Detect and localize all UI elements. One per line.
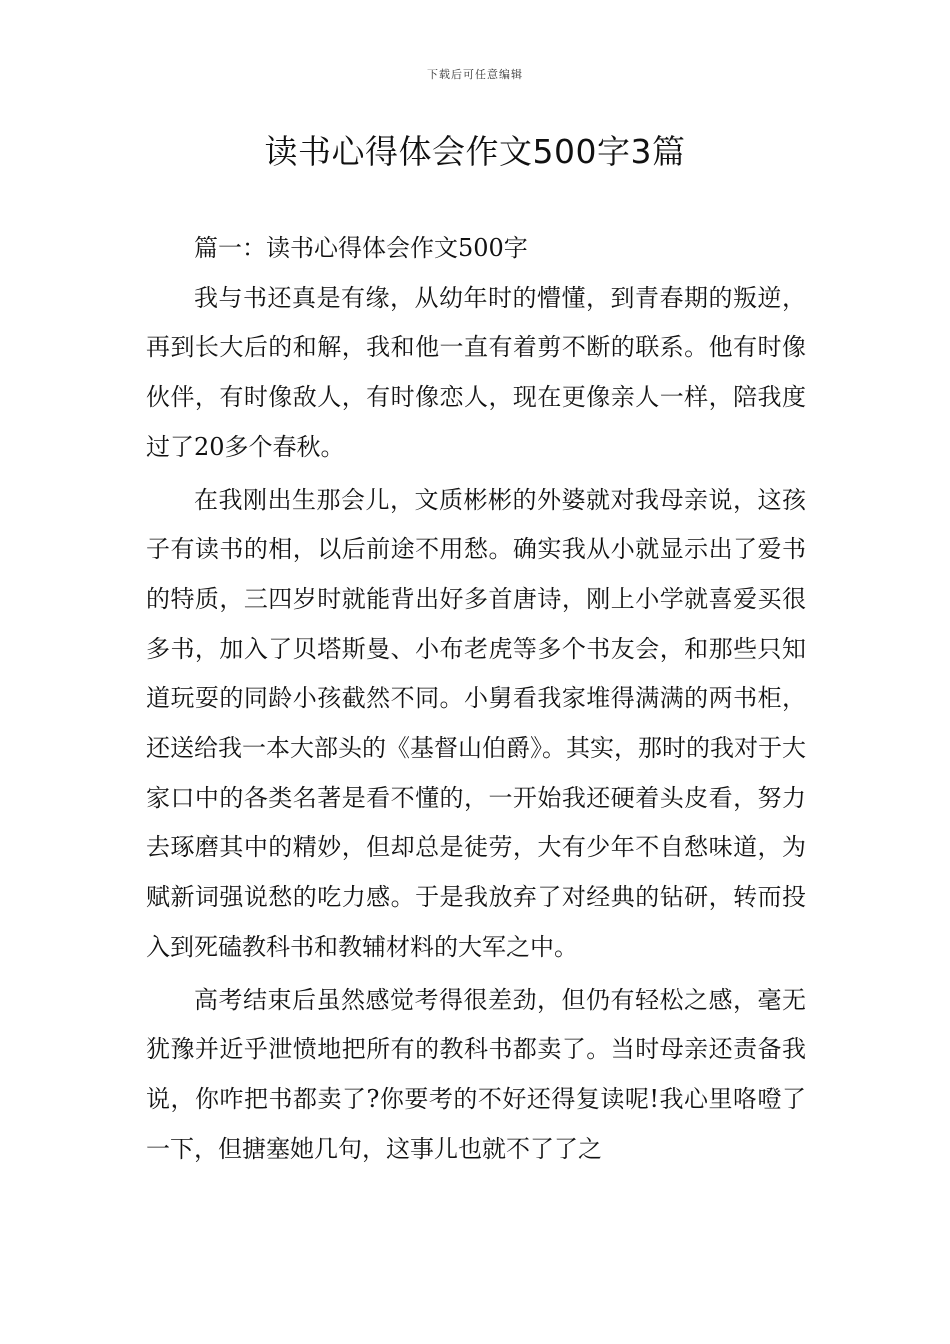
header-note: 下载后可任意编辑 [427,68,523,81]
paragraph: 在我刚出生那会儿，文质彬彬的外婆就对我母亲说，这孩子有读书的相，以后前途不用愁。确实我从小就显示出了爱书的特质，三四岁时就能背出好多首唐诗，刚上小学就喜爱买很多书，加入了贝塔斯曼、小布老虎等多个书友会，和那些只知道玩耍的同龄小孩截然不同。小舅看我家堆得满满的两书柜，还送给我一本大部头的《基督山伯爵》。其实，那时的我对于大家口中的各类名著是看不懂的，一开始我还硬着头皮看，努力去琢磨其中的精妙，但却总是徒劳，大有少年不自愁味道，为赋新词强说愁的吃力感。于是我放弃了对经典的钻研，转而投入到死磕教科书和教辅材料的大军之中。 [146,485,806,961]
section-heading: 篇一：读书心得体会作文500字 [194,234,528,262]
paragraph: 我与书还真是有缘，从幼年时的懵懂，到青春期的叛逆，再到长大后的和解，我和他一直有着剪不断的联系。他有时像伙伴，有时像敌人，有时像恋人，现在更像亲人一样，陪我度过了20多个春秋。 [146,283,806,461]
document-body [146,224,806,1174]
paragraph: 高考结束后虽然感觉考得很差劲，但仍有轻松之感，毫无犹豫并近乎泄愤地把所有的教科书都卖了。当时母亲还责备我说，你咋把书都卖了?你要考的不好还得复读呢!我心里咯噔了一下，但搪塞她几句，这事儿也就不了了之 [146,985,806,1163]
document-title: 读书心得体会作文500字3篇 [264,132,686,171]
